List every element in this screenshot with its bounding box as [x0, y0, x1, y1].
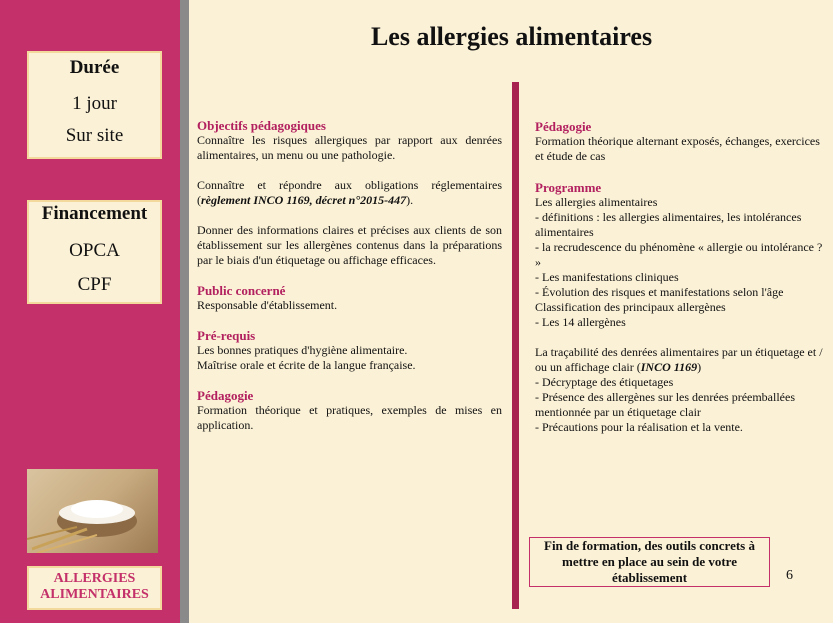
program-line: - Les manifestations cliniques	[535, 270, 679, 284]
program-heading: Programme	[535, 180, 602, 195]
right-column	[535, 119, 825, 435]
page-number: 6	[786, 568, 793, 583]
funding-opca: OPCA	[69, 240, 120, 261]
traceability-line: - Présence des allergènes sur les denrées préemballées mentionnée par un étiquetage clair	[535, 390, 795, 419]
prerequisite-2: Maîtrise orale et écrite de la langue française.	[197, 358, 416, 372]
traceability-line: - Décryptage des étiquetages	[535, 375, 674, 389]
program-line: Les allergies alimentaires	[535, 195, 658, 209]
duration-location: Sur site	[65, 125, 124, 146]
program-line: - Les 14 allergènes	[535, 315, 626, 329]
left-column	[197, 118, 502, 433]
funding-heading: Financement	[41, 203, 148, 224]
objectives-p2-end: ).	[406, 193, 414, 207]
page-title: Les allergies alimentaires	[370, 22, 653, 51]
pedagogy-heading-left: Pédagogie	[197, 388, 254, 403]
footer-line-1: ALLERGIES	[53, 571, 136, 586]
traceability-text: La traçabilité des denrées alimentaires par un étiquetage et / ou un affichage clair (	[535, 345, 823, 374]
funding-cpf: CPF	[77, 274, 112, 295]
audience-text: Responsable d'établissement.	[197, 298, 338, 312]
objectives-p2-text: Connaître et répondre aux obligations réglementaires (	[197, 178, 502, 207]
traceability-end: )	[697, 360, 702, 374]
traceability-intro	[535, 345, 825, 375]
prerequisite-1: Les bonnes pratiques d'hygiène alimentaire.	[197, 343, 408, 357]
column-divider	[512, 82, 519, 609]
flour-bowl-illustration	[27, 469, 158, 553]
duration-heading: Durée	[69, 57, 120, 78]
prerequisites-heading: Pré-requis	[197, 328, 256, 343]
objectives-heading: Objectifs pédagogiques	[197, 118, 326, 133]
outcome-callout: Fin de formation, des outils concrets à mettre en place au sein de votre établissement	[529, 537, 770, 587]
footer-line-2: ALIMENTAIRES	[40, 587, 149, 602]
regulation-reference: règlement INCO 1169, décret n°2015-447	[201, 193, 407, 207]
inco-reference: INCO 1169	[640, 360, 698, 374]
funding-box	[27, 200, 162, 304]
sidebar-footer-label	[27, 566, 162, 610]
objectives-paragraph-1: Connaître les risques allergiques par rapport aux denrées alimentaires, un menu ou une pathologie.	[197, 133, 502, 162]
pedagogy-text-right: Formation théorique alternant exposés, échanges, exercices et étude de cas	[535, 134, 820, 163]
pedagogy-heading-right: Pédagogie	[535, 119, 592, 134]
flour-bowl-image	[27, 469, 158, 553]
objectives-paragraph-3: Donner des informations claires et précises aux clients de son établissement sur les allergènes contenus dans la préparations par le biais d'un étiquetage ou affichage efficaces.	[197, 223, 502, 267]
audience-heading: Public concerné	[197, 283, 286, 298]
traceability-line: - Précautions pour la réalisation et la vente.	[535, 420, 743, 434]
duration-box	[27, 51, 162, 159]
sidebar-shadow	[180, 0, 189, 623]
duration-value: 1 jour	[72, 93, 117, 114]
program-line: - Évolution des risques et manifestations selon l'âge	[535, 285, 784, 299]
program-line: Classification des principaux allergènes	[535, 300, 726, 314]
program-line: - définitions : les allergies alimentaires, les intolérances alimentaires	[535, 210, 802, 239]
objectives-paragraph-2	[197, 178, 502, 208]
program-line: - la recrudescence du phénomène « allergie ou intolérance ? »	[535, 240, 823, 269]
pedagogy-text-left: Formation théorique et pratiques, exemples de mises en application.	[197, 403, 502, 432]
